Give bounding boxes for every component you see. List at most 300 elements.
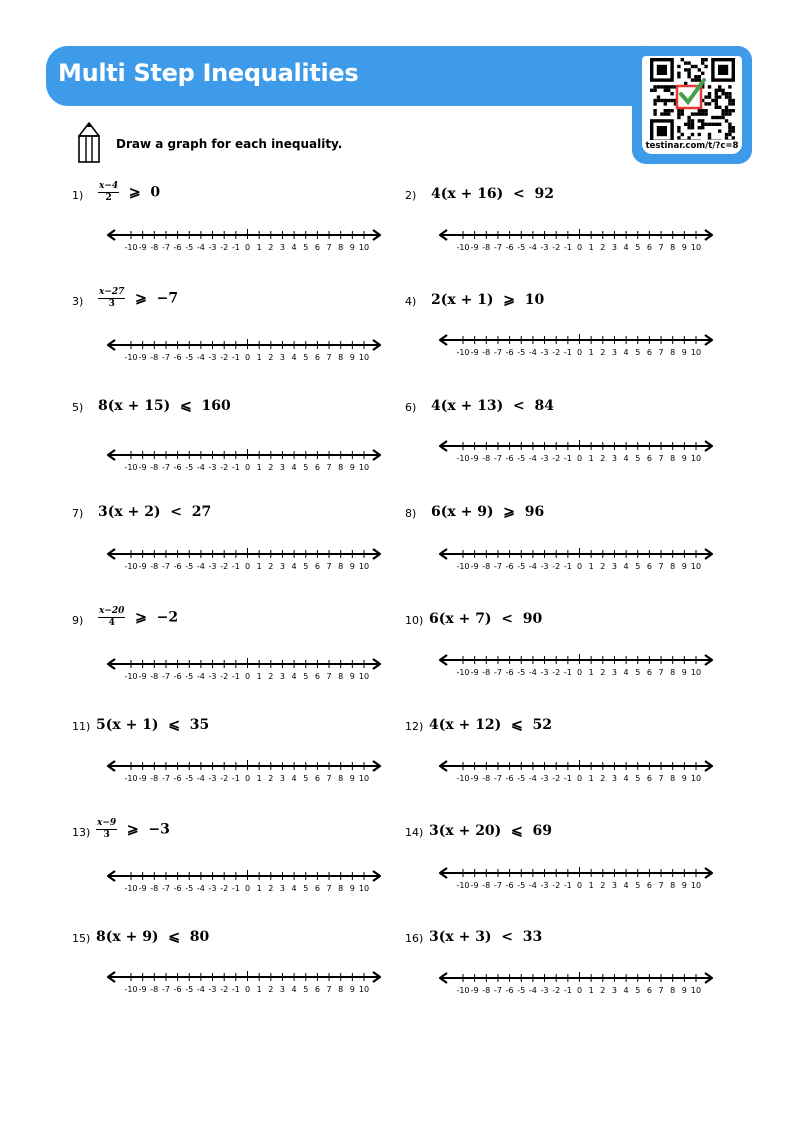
tick-label: 0 <box>576 774 583 783</box>
tick-label: 3 <box>611 881 617 890</box>
tick-label: 10 <box>690 986 702 995</box>
tick-label: -4 <box>528 348 537 357</box>
tick-label: 0 <box>576 348 583 357</box>
number-line[interactable] <box>438 970 714 1000</box>
tick-label: -1 <box>563 348 572 357</box>
tick-label: 6 <box>646 986 652 995</box>
tick-label: -7 <box>161 562 170 571</box>
tick-label: 4 <box>623 668 629 677</box>
tick-label: 8 <box>670 881 676 890</box>
tick-label: 7 <box>658 774 664 783</box>
qr-code-panel[interactable] <box>632 46 752 164</box>
number-line[interactable] <box>106 546 382 576</box>
tick-label: 6 <box>646 881 652 890</box>
tick-label: -6 <box>173 884 182 893</box>
tick-label: -2 <box>552 243 561 252</box>
tick-label: 10 <box>690 562 702 571</box>
tick-label: 0 <box>244 243 251 252</box>
tick-label: -10 <box>124 463 138 472</box>
tick-label: 0 <box>244 463 251 472</box>
tick-label: 2 <box>268 774 274 783</box>
number-line[interactable] <box>106 447 382 477</box>
tick-label: -2 <box>220 672 229 681</box>
tick-label: 4 <box>623 562 629 571</box>
tick-label: 4 <box>623 348 629 357</box>
tick-label: 9 <box>349 353 355 362</box>
tick-label: 1 <box>256 884 262 893</box>
tick-label: 1 <box>256 672 262 681</box>
number-line[interactable] <box>438 758 714 788</box>
tick-label: 5 <box>303 463 309 472</box>
tick-label: 9 <box>681 454 687 463</box>
problem-number: 16) <box>405 932 424 945</box>
tick-label: -10 <box>124 985 138 994</box>
tick-label: -9 <box>470 454 479 463</box>
tick-label: -4 <box>196 562 205 571</box>
tick-label: -6 <box>505 668 514 677</box>
tick-label: 7 <box>326 562 332 571</box>
tick-label: -8 <box>150 463 159 472</box>
problem-number: 1) <box>72 189 84 202</box>
tick-label: 0 <box>244 884 251 893</box>
tick-label: -5 <box>517 774 526 783</box>
tick-label: 3 <box>279 243 285 252</box>
tick-label: -5 <box>517 668 526 677</box>
tick-label: -8 <box>482 348 491 357</box>
tick-label: -4 <box>196 353 205 362</box>
tick-label: 8 <box>338 672 344 681</box>
tick-label: -2 <box>552 348 561 357</box>
tick-label: -1 <box>563 243 572 252</box>
inequality-expression <box>98 606 178 629</box>
tick-label: 0 <box>576 243 583 252</box>
tick-label: 9 <box>681 986 687 995</box>
number-line[interactable] <box>106 969 382 999</box>
tick-label: 3 <box>611 454 617 463</box>
tick-label: -10 <box>456 774 470 783</box>
tick-label: 3 <box>611 668 617 677</box>
tick-label: -3 <box>208 353 217 362</box>
tick-label: 3 <box>611 348 617 357</box>
tick-label: 5 <box>303 672 309 681</box>
tick-label: 8 <box>670 774 676 783</box>
tick-label: -8 <box>482 454 491 463</box>
tick-label: -8 <box>150 562 159 571</box>
tick-label: -6 <box>173 353 182 362</box>
tick-label: -10 <box>124 562 138 571</box>
tick-label: 4 <box>623 243 629 252</box>
tick-label: 8 <box>338 884 344 893</box>
tick-label: 2 <box>600 348 606 357</box>
tick-label: -7 <box>161 243 170 252</box>
tick-label: 4 <box>291 463 297 472</box>
tick-label: 9 <box>681 774 687 783</box>
problem-number: 7) <box>72 507 84 520</box>
fraction <box>98 287 125 310</box>
tick-label: -10 <box>124 884 138 893</box>
tick-label: -2 <box>220 243 229 252</box>
tick-label: 5 <box>303 985 309 994</box>
tick-label: 4 <box>291 353 297 362</box>
tick-label: -5 <box>517 881 526 890</box>
tick-label: -5 <box>517 562 526 571</box>
tick-label: -5 <box>185 985 194 994</box>
tick-label: 6 <box>646 348 652 357</box>
tick-label: -3 <box>540 668 549 677</box>
number-line[interactable] <box>438 438 714 468</box>
inequality-expression: 8(x + 9) ⩽ 80 <box>96 929 210 945</box>
tick-label: 5 <box>303 243 309 252</box>
tick-label: -1 <box>231 774 240 783</box>
problem-number: 6) <box>405 401 417 414</box>
tick-label: -6 <box>173 985 182 994</box>
pencil-icon <box>76 122 102 164</box>
tick-label: 9 <box>349 774 355 783</box>
tick-label: 5 <box>303 774 309 783</box>
tick-label: 10 <box>358 672 370 681</box>
tick-label: -5 <box>185 562 194 571</box>
tick-label: 6 <box>314 884 320 893</box>
inequality-expression: 2(x + 1) ⩾ 10 <box>431 292 545 308</box>
tick-label: 8 <box>338 562 344 571</box>
problem-number: 2) <box>405 189 417 202</box>
tick-label: -5 <box>185 672 194 681</box>
tick-label: -9 <box>138 463 147 472</box>
inequality-expression: 6(x + 9) ⩾ 96 <box>431 504 545 520</box>
tick-label: 0 <box>244 774 251 783</box>
tick-label: -9 <box>470 881 479 890</box>
inequality-expression: 5(x + 1) ⩽ 35 <box>96 717 210 733</box>
tick-label: -7 <box>161 672 170 681</box>
tick-label: 6 <box>646 454 652 463</box>
inequality-expression: 6(x + 7) < 90 <box>429 611 543 627</box>
tick-label: -6 <box>173 672 182 681</box>
tick-label: 2 <box>268 562 274 571</box>
tick-label: -3 <box>540 243 549 252</box>
tick-label: 10 <box>690 881 702 890</box>
tick-label: -9 <box>470 562 479 571</box>
tick-label: -4 <box>528 881 537 890</box>
tick-label: 10 <box>358 562 370 571</box>
tick-label: 2 <box>600 668 606 677</box>
tick-label: -9 <box>138 884 147 893</box>
tick-label: 8 <box>670 562 676 571</box>
tick-label: 7 <box>658 986 664 995</box>
tick-label: -8 <box>150 985 159 994</box>
tick-label: -7 <box>493 243 502 252</box>
tick-label: -6 <box>173 243 182 252</box>
tick-label: -10 <box>456 454 470 463</box>
tick-label: 5 <box>303 884 309 893</box>
denominator: 2 <box>105 193 112 203</box>
tick-label: -2 <box>220 884 229 893</box>
tick-label: 1 <box>588 881 594 890</box>
tick-label: -7 <box>161 884 170 893</box>
tick-label: -9 <box>138 774 147 783</box>
tick-label: 2 <box>600 454 606 463</box>
tick-label: -9 <box>138 562 147 571</box>
tick-label: 0 <box>244 562 251 571</box>
tick-label: 2 <box>268 243 274 252</box>
tick-label: -9 <box>470 774 479 783</box>
tick-label: -8 <box>150 774 159 783</box>
tick-label: 5 <box>635 774 641 783</box>
tick-label: 10 <box>358 353 370 362</box>
tick-label: 8 <box>670 668 676 677</box>
numerator: x−20 <box>99 606 125 616</box>
tick-label: 10 <box>358 463 370 472</box>
tick-label: -2 <box>220 562 229 571</box>
tick-label: 8 <box>670 243 676 252</box>
qr-code <box>642 56 742 142</box>
tick-label: -3 <box>208 463 217 472</box>
tick-label: -5 <box>185 353 194 362</box>
tick-label: -3 <box>540 881 549 890</box>
tick-label: 2 <box>600 774 606 783</box>
tick-label: 6 <box>314 463 320 472</box>
tick-label: 7 <box>658 562 664 571</box>
instructions: Draw a graph for each inequality. <box>116 137 343 151</box>
tick-label: -7 <box>161 774 170 783</box>
tick-label: -9 <box>470 348 479 357</box>
problem-number: 5) <box>72 401 84 414</box>
tick-label: 1 <box>588 986 594 995</box>
qr-url[interactable]: testinar.com/t/?c=8 <box>642 140 742 154</box>
tick-label: -1 <box>231 562 240 571</box>
tick-label: -4 <box>196 243 205 252</box>
tick-label: 2 <box>268 985 274 994</box>
number-line[interactable] <box>106 758 382 788</box>
tick-label: -2 <box>220 353 229 362</box>
tick-label: -6 <box>173 774 182 783</box>
numerator: x−27 <box>99 287 125 297</box>
tick-label: 1 <box>588 774 594 783</box>
tick-label: -1 <box>563 562 572 571</box>
tick-label: 6 <box>314 774 320 783</box>
tick-label: -4 <box>528 774 537 783</box>
number-line[interactable] <box>106 868 382 898</box>
tick-label: 10 <box>358 243 370 252</box>
inequality-expression: 4(x + 13) < 84 <box>431 398 555 414</box>
tick-label: -6 <box>505 774 514 783</box>
tick-label: 7 <box>658 668 664 677</box>
tick-label: -2 <box>220 985 229 994</box>
tick-label: -10 <box>456 562 470 571</box>
problem-number: 4) <box>405 295 417 308</box>
tick-label: -2 <box>552 986 561 995</box>
problem-number: 11) <box>72 720 91 733</box>
tick-label: 10 <box>690 774 702 783</box>
tick-label: 0 <box>576 668 583 677</box>
tick-label: -7 <box>493 881 502 890</box>
tick-label: 7 <box>326 985 332 994</box>
tick-label: -3 <box>208 985 217 994</box>
qr-code-icon <box>642 56 742 142</box>
problem-number: 10) <box>405 614 424 627</box>
tick-label: 1 <box>256 353 262 362</box>
tick-label: -1 <box>231 884 240 893</box>
tick-label: 5 <box>303 562 309 571</box>
tick-label: 0 <box>576 986 583 995</box>
tick-label: -8 <box>150 884 159 893</box>
tick-label: 10 <box>358 774 370 783</box>
tick-label: 6 <box>646 243 652 252</box>
tick-label: -6 <box>505 881 514 890</box>
problem-number: 8) <box>405 507 417 520</box>
tick-label: -3 <box>540 348 549 357</box>
tick-label: -7 <box>493 454 502 463</box>
tick-label: 3 <box>279 562 285 571</box>
tick-label: 6 <box>646 774 652 783</box>
tick-label: 4 <box>291 243 297 252</box>
tick-label: 9 <box>681 243 687 252</box>
tick-label: -4 <box>196 985 205 994</box>
tick-label: 4 <box>623 986 629 995</box>
number-line[interactable] <box>106 337 382 367</box>
tick-label: -1 <box>563 668 572 677</box>
tick-label: 1 <box>256 985 262 994</box>
tick-label: -1 <box>231 243 240 252</box>
tick-label: 0 <box>576 454 583 463</box>
tick-label: 7 <box>326 884 332 893</box>
tick-label: -9 <box>138 353 147 362</box>
inequality-expression <box>96 818 170 841</box>
tick-label: -5 <box>185 243 194 252</box>
tick-label: 6 <box>646 562 652 571</box>
tick-label: -4 <box>528 668 537 677</box>
tick-label: -8 <box>482 243 491 252</box>
tick-label: -4 <box>196 884 205 893</box>
tick-label: -7 <box>493 774 502 783</box>
tick-label: -1 <box>231 672 240 681</box>
tick-label: 3 <box>279 774 285 783</box>
tick-label: 7 <box>658 243 664 252</box>
number-line[interactable] <box>438 865 714 895</box>
tick-label: 1 <box>588 562 594 571</box>
tick-label: -1 <box>563 454 572 463</box>
tick-label: -2 <box>552 881 561 890</box>
tick-label: 7 <box>326 243 332 252</box>
problem-number: 9) <box>72 614 84 627</box>
tick-label: -1 <box>231 353 240 362</box>
number-line[interactable] <box>106 227 382 257</box>
tick-label: -6 <box>173 562 182 571</box>
tick-label: -3 <box>208 884 217 893</box>
tick-label: 0 <box>576 881 583 890</box>
tick-label: -3 <box>208 672 217 681</box>
tick-label: -5 <box>185 774 194 783</box>
tick-label: 10 <box>690 454 702 463</box>
tick-label: 7 <box>326 672 332 681</box>
tick-label: 4 <box>623 881 629 890</box>
tick-label: 3 <box>279 672 285 681</box>
tick-label: -5 <box>517 348 526 357</box>
tick-label: -2 <box>552 668 561 677</box>
tick-label: 2 <box>268 672 274 681</box>
tick-label: 4 <box>291 774 297 783</box>
inequality-expression: 8(x + 15) ⩽ 160 <box>98 398 231 414</box>
tick-label: -7 <box>493 562 502 571</box>
tick-label: 6 <box>314 985 320 994</box>
tick-label: -7 <box>161 463 170 472</box>
tick-label: 9 <box>349 672 355 681</box>
number-line[interactable] <box>438 227 714 257</box>
tick-label: -2 <box>552 562 561 571</box>
tick-label: 2 <box>600 986 606 995</box>
tick-label: 9 <box>349 562 355 571</box>
tick-label: -3 <box>208 562 217 571</box>
tick-label: 3 <box>611 243 617 252</box>
tick-label: 0 <box>244 672 251 681</box>
tick-label: -3 <box>208 774 217 783</box>
tick-label: -5 <box>185 463 194 472</box>
tick-label: -4 <box>196 672 205 681</box>
number-line[interactable] <box>106 656 382 686</box>
tick-label: 3 <box>611 986 617 995</box>
tick-label: 0 <box>576 562 583 571</box>
tick-label: 5 <box>635 562 641 571</box>
tick-label: -5 <box>517 243 526 252</box>
tick-label: 4 <box>623 774 629 783</box>
tick-label: -8 <box>482 774 491 783</box>
number-line[interactable] <box>438 652 714 682</box>
inequality-expression <box>98 181 160 204</box>
tick-label: -1 <box>231 985 240 994</box>
tick-label: 9 <box>349 985 355 994</box>
inequality-expression: 3(x + 20) ⩽ 69 <box>429 823 553 839</box>
tick-label: 8 <box>670 454 676 463</box>
tick-label: -10 <box>124 353 138 362</box>
page-title: Multi Step Inequalities <box>58 59 359 87</box>
tick-label: 8 <box>670 348 676 357</box>
number-line[interactable] <box>438 546 714 576</box>
tick-label: -8 <box>482 881 491 890</box>
tick-label: 7 <box>326 353 332 362</box>
tick-label: 6 <box>314 243 320 252</box>
tick-label: 10 <box>690 348 702 357</box>
tick-label: -3 <box>540 454 549 463</box>
tick-label: 6 <box>314 562 320 571</box>
tick-label: 1 <box>588 348 594 357</box>
number-line[interactable] <box>438 332 714 362</box>
tick-label: 8 <box>338 243 344 252</box>
inequality-rhs: ⩾ −2 <box>125 609 179 626</box>
tick-label: 9 <box>681 668 687 677</box>
title-banner <box>46 46 706 106</box>
tick-label: 4 <box>291 672 297 681</box>
tick-label: -2 <box>220 774 229 783</box>
tick-label: -7 <box>493 986 502 995</box>
inequality-rhs: ⩾ −7 <box>125 290 179 307</box>
tick-label: 4 <box>291 884 297 893</box>
tick-label: -4 <box>528 986 537 995</box>
tick-label: -8 <box>482 562 491 571</box>
numerator: x−4 <box>99 181 119 191</box>
tick-label: -6 <box>505 454 514 463</box>
tick-label: -5 <box>517 986 526 995</box>
tick-label: -7 <box>493 668 502 677</box>
denominator: 3 <box>108 299 115 309</box>
tick-label: -10 <box>456 986 470 995</box>
tick-label: 9 <box>349 884 355 893</box>
tick-label: -10 <box>456 668 470 677</box>
tick-label: -8 <box>150 243 159 252</box>
tick-label: 6 <box>314 353 320 362</box>
problem-number: 13) <box>72 826 91 839</box>
tick-label: -9 <box>470 986 479 995</box>
tick-label: -4 <box>528 243 537 252</box>
inequality-expression: 3(x + 3) < 33 <box>429 929 543 945</box>
